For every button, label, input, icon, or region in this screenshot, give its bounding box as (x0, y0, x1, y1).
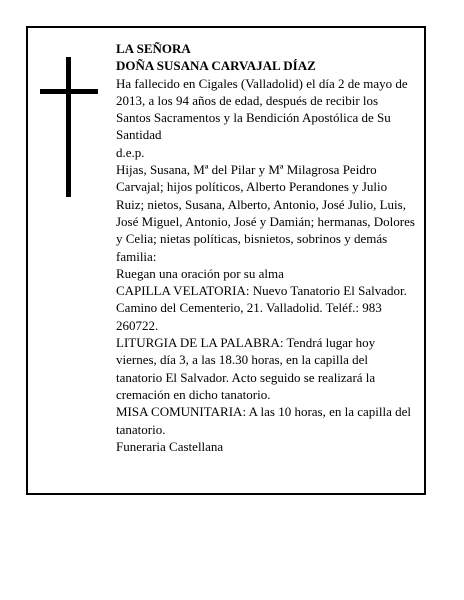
latin-cross-icon (40, 57, 98, 197)
funeral-home: Funeraria Castellana (116, 438, 224, 454)
notice-title: LA SEÑORA (116, 41, 191, 56)
mass-info: MISA COMUNITARIA: A las 10 horas, en la capilla del tanatorio. (116, 404, 412, 437)
liturgy-info: LITURGIA DE LA PALABRA: Tendrá lugar hoy viernes, día 3, a las 18.30 horas, en la capilla del tanatorio El Salvador. Acto seguido se realizará la cremación en dicho tanatorio. (116, 335, 376, 402)
prayer-request: Ruegan una oración por su alma (116, 265, 284, 281)
obituary-notice (26, 26, 426, 495)
cross-horizontal-bar (40, 89, 98, 94)
cross-vertical-bar (66, 57, 71, 197)
deceased-name: DOÑA SUSANA CARVAJAL DÍAZ (116, 58, 316, 74)
family-list: Hijas, Susana, Mª del Pilar y Mª Milagrosa Peidro Carvajal; hijos políticos, Alberto Perandones y Julio Ruiz; nietos, Susana, Alberto, Antonio, José Julio, Luis, José Miguel, Antonio, José y Damián; hermanas, Dolores y Celia; nietas políticas, bisnietos, sobrinos y demás familia: (116, 162, 415, 264)
rest-in-peace: d.e.p. (116, 144, 145, 160)
obituary-text (116, 40, 416, 455)
chapel-info: CAPILLA VELATORIA: Nuevo Tanatorio El Salvador. Camino del Cementerio, 21. Valladolid. Teléf.: 983 260722. (116, 283, 407, 333)
death-announcement: Ha fallecido en Cigales (Valladolid) el día 2 de mayo de 2013, a los 94 años de edad, después de recibir los Santos Sacramentos y la Bendición Apostólica de Su Santidad (116, 75, 408, 143)
